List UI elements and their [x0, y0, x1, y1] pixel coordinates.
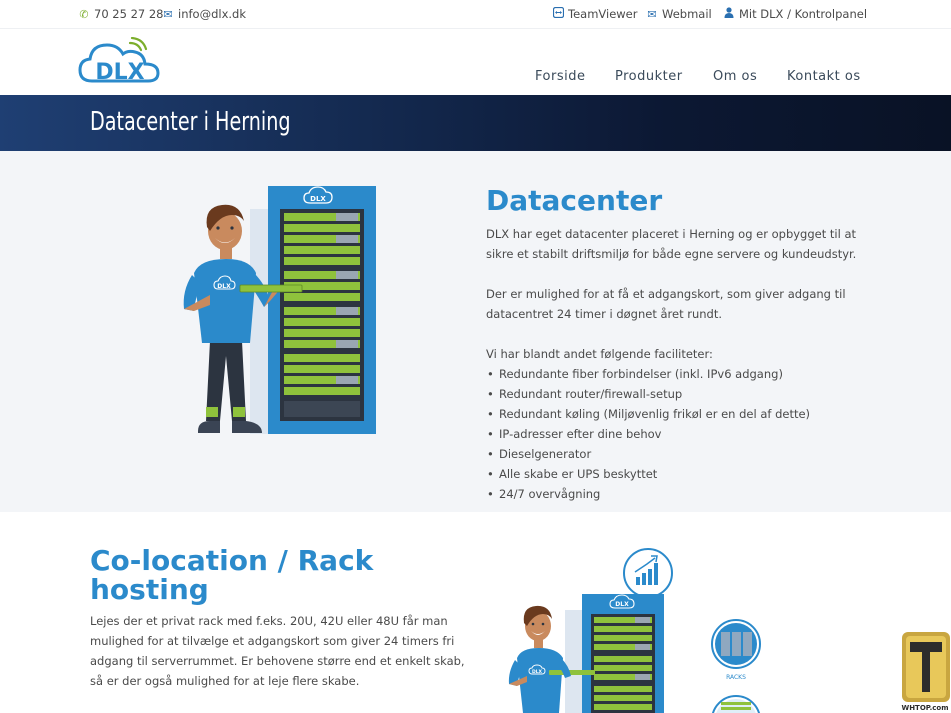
top-bar [0, 0, 951, 29]
phone-icon: ✆ [79, 7, 89, 21]
list-item: • Redundante fiber forbindelser (inkl. IPv6 adgang) [486, 364, 866, 384]
teamviewer-icon [552, 7, 564, 21]
facilities-list [486, 364, 866, 504]
datacenter-illustration [170, 181, 380, 441]
page-title: Datacenter i Herning [90, 107, 291, 137]
datacenter-para-2: Der er mulighed for at få et adgangskort, som giver adgang til datacentret 24 timer i døgnet året rundt. [486, 287, 846, 321]
teamviewer-link[interactable] [552, 7, 638, 21]
datacenter-text [486, 184, 866, 504]
shirt-logo-text: DLX [531, 670, 543, 675]
list-item: • Alle skabe er UPS beskyttet [486, 464, 866, 484]
list-item: • Dieselgenerator [486, 444, 866, 464]
email-address: info@dlx.dk [178, 7, 246, 21]
colocation-section [0, 512, 951, 713]
shirt-logo-text: DLX [217, 283, 231, 290]
colocation-text: Lejes der et privat rack med f.eks. 20U, 42U eller 48U får man mulighed for at tilvælge et adgangskort som giver 24 timers fri adgang til serverrummet. Er behovene større end et enkelt skab, så er der også mulighed for at leje flere skabe. [90, 614, 465, 688]
list-item: • Redundant router/firewall-setup [486, 384, 866, 404]
nav-kontakt-os[interactable]: Kontakt os [787, 69, 861, 84]
watermark-text: WHTOP.com [901, 704, 949, 712]
user-icon [723, 7, 735, 21]
list-item: • IP-adresser efter dine behov [486, 424, 866, 444]
envelope-icon: ✉ [647, 7, 657, 21]
datacenter-section [0, 151, 951, 512]
webmail-link[interactable] [646, 7, 712, 21]
nav-produkter[interactable]: Produkter [615, 69, 683, 84]
racks-label: RACKS [726, 674, 746, 681]
colocation-heading: Co-location / Rack hosting [90, 544, 374, 606]
dlx-logo[interactable] [78, 37, 162, 87]
list-item: • Redundant køling (Miljøvenlig frikøl er en del af dette) [486, 404, 866, 424]
account-link[interactable] [723, 7, 867, 21]
rack-logo-text: DLX [615, 601, 629, 608]
colocation-illustration [505, 544, 775, 713]
site-header [0, 29, 951, 95]
datacenter-para-1: DLX har eget datacenter placeret i Herning og er opbygget til at sikre et stabilt driftsmiljø for både egne servere og kundeudstyr. [486, 227, 857, 261]
datacenter-heading: Datacenter [486, 184, 663, 217]
email-link[interactable] [162, 7, 246, 21]
rack-logo-text: DLX [310, 195, 326, 203]
page-title-banner [0, 95, 951, 151]
envelope-icon: ✉ [163, 7, 173, 21]
logo-text: DLX [95, 60, 145, 85]
teamviewer-label: TeamViewer [568, 7, 638, 21]
nav-om-os[interactable]: Om os [713, 69, 758, 84]
list-item: • 24/7 overvågning [486, 484, 866, 504]
phone-number: 70 25 27 28 [94, 7, 164, 21]
datacenter-para-3: Vi har blandt andet følgende faciliteter: [486, 347, 713, 361]
account-label: Mit DLX / Kontrolpanel [739, 7, 868, 21]
webmail-label: Webmail [662, 7, 712, 21]
whtop-watermark [898, 630, 950, 713]
nav-forside[interactable]: Forside [535, 69, 586, 84]
phone-link[interactable] [78, 7, 164, 21]
